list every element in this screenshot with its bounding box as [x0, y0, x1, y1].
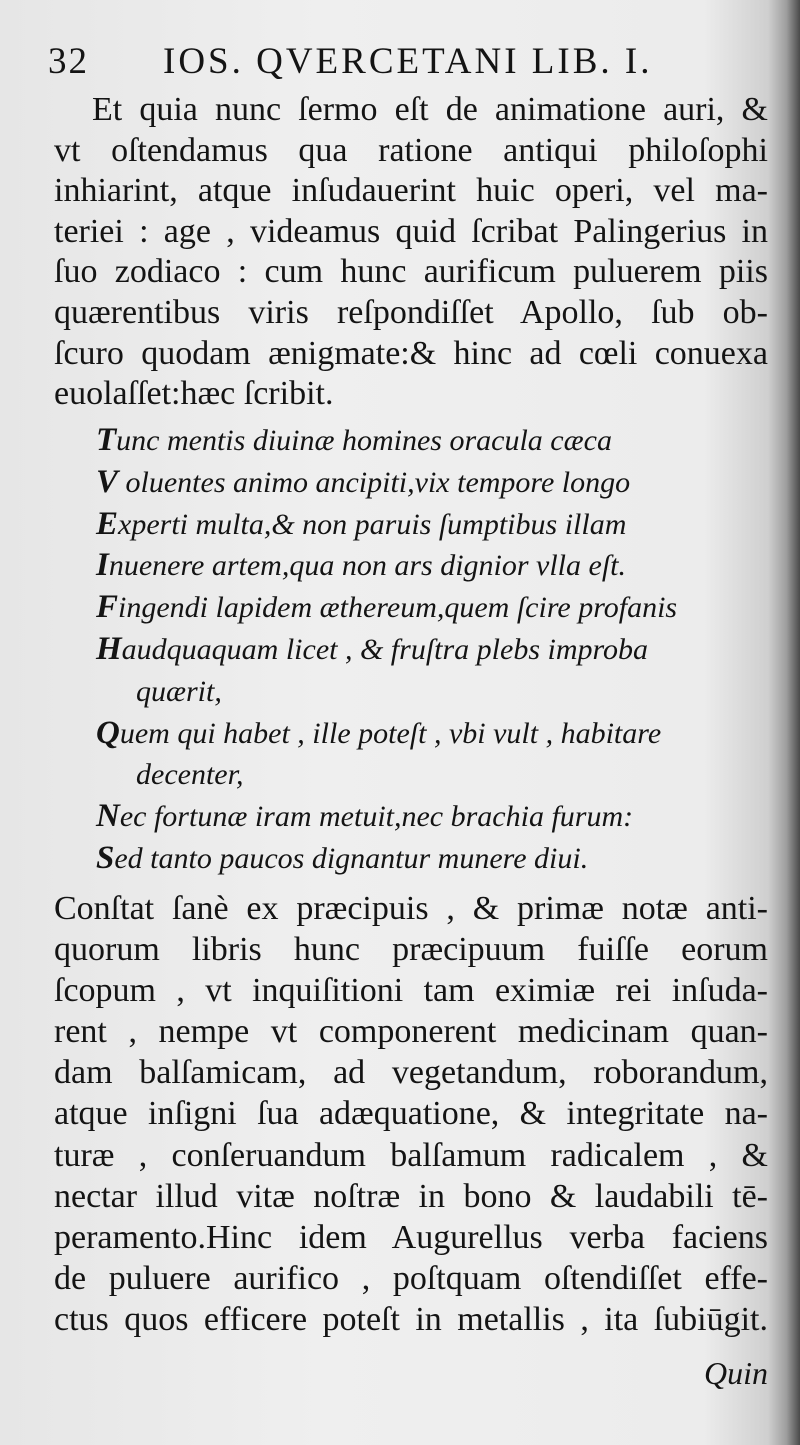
- verse-text: unc mentis diuinæ homines oracula cæca: [116, 424, 612, 457]
- text-line: ſuo zodiaco : cum hunc aurificum puluerem piis: [54, 253, 768, 291]
- verse-text: uem qui habet , ille poteſt , vbi vult , habitare: [119, 716, 662, 750]
- verse-initial: H: [96, 630, 122, 667]
- verse-initial: I: [96, 547, 109, 584]
- verse-line: [96, 462, 768, 504]
- text-line: ſcopum , vt inquiſitioni tam eximiæ rei inſuda-: [54, 972, 768, 1010]
- page-header: [48, 40, 768, 90]
- verse-initial: Q: [96, 714, 120, 751]
- verse-text: ec fortunæ iram metuit,nec brachia furum:: [119, 800, 634, 834]
- text-line: quærentibus viris reſpondiſſet Apollo, ſub ob-: [54, 293, 768, 331]
- verse-line: [96, 420, 768, 462]
- verse-initial: F: [96, 589, 119, 626]
- verse-line: [96, 504, 768, 546]
- text-line: ctus quos efficere poteſt in metallis , ita ſubiūgit.: [54, 1300, 768, 1338]
- text-line: euolaſſet:hæc ſcribit.: [54, 375, 334, 413]
- text-line: dam balſamicam, ad vegetandum, roborandum,: [54, 1054, 768, 1092]
- verse-text: ingendi lapidem æthereum,quem ſcire profanis: [118, 591, 678, 625]
- text-line: Et quia nunc ſermo eſt de animatione auri, &: [92, 91, 768, 128]
- text-line: Conſtat ſanè ex præcipuis , & primæ notæ anti-: [54, 890, 768, 927]
- verse-text: xperti multa,& non paruis ſumptibus illam: [118, 507, 627, 541]
- text-line: quorum libris hunc præcipuum fuiſſe eorum: [54, 931, 768, 969]
- text-line: vt oſtendamus qua ratione antiqui philoſophi: [54, 131, 768, 169]
- verse-line: [96, 796, 768, 838]
- catchword: Quin: [704, 1355, 768, 1391]
- text-line: inhiarint, atque inſudauerint huic operi, vel ma-: [54, 172, 768, 210]
- verse-line: [96, 713, 768, 755]
- paragraph-2: [54, 888, 768, 1340]
- verse-initial: S: [96, 839, 115, 876]
- verse-line: [96, 629, 768, 671]
- verse-initial: E: [96, 505, 119, 542]
- verse-text: ed tanto paucos dignantur munere diui.: [114, 841, 589, 875]
- verse-text: decenter,: [136, 758, 244, 792]
- verse-line: [96, 838, 768, 880]
- verse-line: [96, 587, 768, 629]
- text-line: nectar illud vitæ noſtræ in bono & laudabili tē-: [54, 1177, 768, 1215]
- verse-text: oluentes animo ancipiti,vix tempore longo: [118, 465, 631, 499]
- verse-quotation: [96, 420, 768, 880]
- page-gutter-shadow: [786, 0, 800, 1445]
- text-line: rent , nempe vt componerent medicinam quan-: [54, 1013, 768, 1051]
- text-line: turæ , conſeruandum balſamum radicalem , &: [54, 1136, 768, 1174]
- verse-line-continuation: [96, 754, 768, 796]
- text-line: atque inſigni ſua adæquatione, & integritate na-: [54, 1095, 768, 1133]
- paragraph-1: [54, 90, 768, 415]
- text-line: ſcuro quodam ænigmate:& hinc ad cœli conuexa: [54, 334, 768, 372]
- verse-initial: T: [96, 422, 117, 458]
- verse-text: quærit,: [136, 674, 222, 708]
- verse-line: [96, 545, 768, 587]
- verse-initial: V: [96, 463, 119, 500]
- text-line: peramento.Hinc idem Augurellus verba faciens: [54, 1218, 768, 1256]
- folio-number: 32: [48, 41, 89, 82]
- text-line: de puluere aurifico , poſtquam oſtendiſſet effe-: [54, 1259, 768, 1297]
- text-line: teriei : age , videamus quid ſcribat Palingerius in: [54, 212, 768, 250]
- verse-initial: N: [96, 798, 120, 835]
- verse-text: audquaquam licet , & fruſtra plebs improba: [121, 632, 649, 666]
- running-title: IOS. QVERCETANI LIB. I.: [163, 41, 653, 82]
- verse-line-continuation: [96, 671, 768, 713]
- verse-text: nuenere artem,qua non ars dignior vlla eſt.: [108, 549, 627, 583]
